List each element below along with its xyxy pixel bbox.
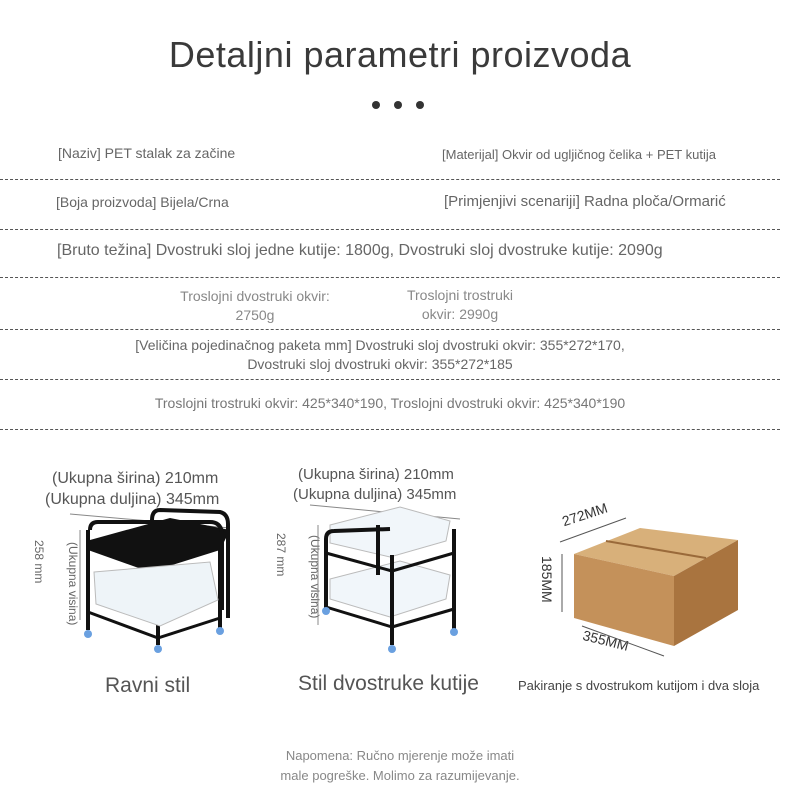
footnote [0, 746, 800, 786]
divider [0, 429, 780, 430]
product-length: (Ukupna duljina) 345mm [293, 486, 457, 503]
box-dim-side: 185MM [539, 556, 555, 603]
dot [416, 101, 424, 109]
divider [0, 229, 780, 230]
footnote-line: male pogreške. Molimo za razumijevanje. [280, 768, 520, 783]
rack-foot [322, 607, 330, 615]
rack-foot [154, 645, 162, 653]
product-width: (Ukupna širina) 210mm [52, 470, 219, 487]
rack-rail [326, 553, 392, 571]
param-line: Troslojni trostruki [406, 287, 514, 303]
param-line: okvir: 2990g [421, 306, 499, 322]
box-dim-top: 272MM [560, 499, 610, 530]
rack-foot [216, 627, 224, 635]
product-height-value: 287 mm [274, 533, 288, 577]
dots-divider [372, 101, 428, 111]
shipping-box-image [540, 510, 760, 670]
param-materijal: [Materijal] Okvir od ugljičnog čelika + PET kutija [442, 147, 716, 162]
param-line: Dvostruki sloj dvostruki okvir: 355*272*185 [247, 356, 513, 372]
box-dim-bottom: 355MM [581, 627, 631, 654]
param-line: Troslojni dvostruki okvir: [180, 288, 330, 304]
param-paket-troslojni: Troslojni trostruki okvir: 425*340*190, Troslojni dvostruki okvir: 425*340*190 [154, 395, 626, 411]
param-bruto: [Bruto težina] Dvostruki sloj jedne kutije: 1800g, Dvostruki sloj dvostruke kutije: 2090g [57, 242, 663, 259]
param-paket [40, 336, 720, 374]
product-caption: Stil dvostruke kutije [298, 672, 479, 695]
divider [0, 277, 780, 278]
param-line: 2750g [235, 307, 275, 323]
rack-foot [388, 645, 396, 653]
divider [0, 329, 780, 330]
double-box-rack-image [300, 495, 470, 665]
divider [0, 379, 780, 380]
product-caption: Pakiranje s dvostrukom kutijom i dva sloja [518, 678, 760, 693]
param-line: [Veličina pojedinačnog paketa mm] Dvostruki sloj dvostruki okvir: 355*272*170, [135, 337, 625, 353]
param-boja: [Boja proizvoda] Bijela/Crna [56, 194, 229, 210]
divider [0, 179, 780, 180]
param-naziv: [Naziv] PET stalak za začine [58, 145, 236, 161]
product-caption: Ravni stil [105, 674, 191, 697]
param-troslojni-dvostruki [150, 287, 360, 325]
product-height-value: 258 mm [32, 540, 46, 584]
rack-foot [84, 630, 92, 638]
product-height-label: (Ukupna visina) [66, 542, 80, 626]
rack-pet-box [94, 562, 218, 626]
param-troslojni-trostruki [380, 286, 540, 324]
dot [394, 101, 402, 109]
rack-foot [450, 628, 458, 636]
footnote-line: Napomena: Ručno mjerenje može imati [285, 748, 515, 763]
page-title: Detaljni parametri proizvoda [168, 34, 632, 75]
product-width: (Ukupna širina) 210mm [298, 466, 454, 483]
product-height-label: (Ukupna visina) [308, 535, 322, 619]
dot [372, 101, 380, 109]
flat-rack-image [60, 500, 250, 660]
param-scenariji: [Primjenjivi scenariji] Radna ploča/Ormarić [444, 193, 726, 210]
product-length: (Ukupna duljina) 345mm [45, 491, 220, 508]
